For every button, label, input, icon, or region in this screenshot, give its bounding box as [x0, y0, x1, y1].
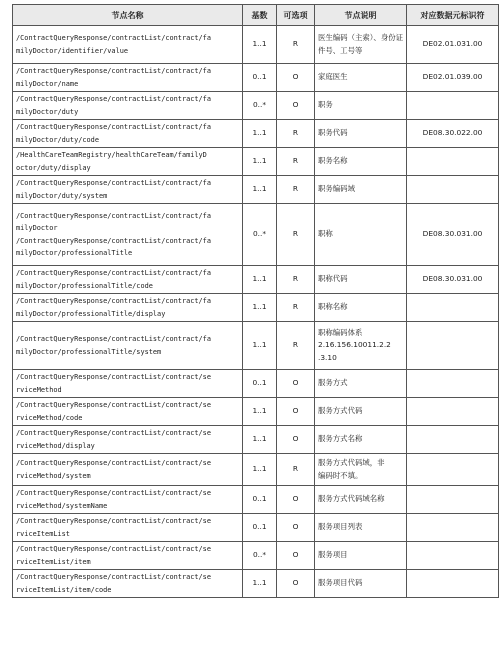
cell-node-path: /ContractQueryResponse/contractList/contract/se rviceMethod/system [13, 454, 243, 486]
cell-optionality: R [277, 26, 315, 64]
cell-data-element-id [407, 486, 499, 514]
header-description: 节点说明 [315, 5, 407, 26]
cell-node-path: /ContractQueryResponse/contractList/contract/fa milyDoctor/duty [13, 92, 243, 120]
cell-data-element-id [407, 514, 499, 542]
table-row [13, 454, 499, 486]
cell-description: 职务 [315, 92, 407, 120]
cell-node-path: /ContractQueryResponse/contractList/contract/fa milyDoctor/duty/code [13, 120, 243, 148]
cell-description: 职称名称 [315, 294, 407, 322]
cell-node-path: /ContractQueryResponse/contractList/contract/fa milyDoctor/professionalTitle/code [13, 266, 243, 294]
cell-data-element-id [407, 454, 499, 486]
table-row [13, 542, 499, 570]
cell-description: 服务项目列表 [315, 514, 407, 542]
table-row [13, 426, 499, 454]
cell-cardinality: 1..1 [243, 570, 277, 598]
cell-optionality: R [277, 120, 315, 148]
cell-node-path: /ContractQueryResponse/contractList/contract/se rviceItemList [13, 514, 243, 542]
cell-description: 服务方式代码域名称 [315, 486, 407, 514]
cell-cardinality: 0..* [243, 204, 277, 266]
table-body [13, 26, 499, 598]
cell-optionality: O [277, 570, 315, 598]
cell-description: 职称代码 [315, 266, 407, 294]
cell-optionality: O [277, 398, 315, 426]
cell-description: 服务项目 [315, 542, 407, 570]
cell-optionality: R [277, 454, 315, 486]
cell-data-element-id [407, 176, 499, 204]
cell-optionality: O [277, 370, 315, 398]
cell-optionality: R [277, 322, 315, 370]
table-row [13, 294, 499, 322]
cell-cardinality: 0..1 [243, 64, 277, 92]
cell-cardinality: 1..1 [243, 266, 277, 294]
table-row [13, 570, 499, 598]
table-header-row [13, 5, 499, 26]
cell-node-path: /ContractQueryResponse/contractList/contract/se rviceItemList/item [13, 542, 243, 570]
cell-cardinality: 1..1 [243, 426, 277, 454]
cell-cardinality: 1..1 [243, 398, 277, 426]
cell-node-path: /ContractQueryResponse/contractList/contract/se rviceMethod [13, 370, 243, 398]
cell-data-element-id [407, 148, 499, 176]
cell-data-element-id: DE02.01.039.00 [407, 64, 499, 92]
table-row [13, 26, 499, 64]
table-row [13, 92, 499, 120]
cell-node-path: /ContractQueryResponse/contractList/contract/fa milyDoctor/professionalTitle/display [13, 294, 243, 322]
table-row [13, 120, 499, 148]
cell-data-element-id [407, 294, 499, 322]
cell-optionality: O [277, 92, 315, 120]
cell-optionality: O [277, 426, 315, 454]
cell-node-path: /ContractQueryResponse/contractList/contract/se rviceMethod/systemName [13, 486, 243, 514]
cell-node-path: /ContractQueryResponse/contractList/contract/fa milyDoctor/identifier/value [13, 26, 243, 64]
cell-optionality: O [277, 514, 315, 542]
cell-data-element-id [407, 426, 499, 454]
cell-data-element-id: DE08.30.031.00 [407, 266, 499, 294]
cell-data-element-id [407, 398, 499, 426]
cell-optionality: R [277, 266, 315, 294]
cell-node-path: /HealthCareTeamRegistry/healthCareTeam/familyD octor/duty/display [13, 148, 243, 176]
table-row [13, 514, 499, 542]
cell-node-path: /ContractQueryResponse/contractList/contract/fa milyDoctor /ContractQueryResponse/contractList/contract/fa milyDoctor/professionalTitle [13, 204, 243, 266]
cell-optionality: R [277, 148, 315, 176]
header-cardinality: 基数 [243, 5, 277, 26]
cell-description: 服务方式代码域，非 编码时不填。 [315, 454, 407, 486]
cell-cardinality: 1..1 [243, 294, 277, 322]
cell-cardinality: 1..1 [243, 26, 277, 64]
cell-description: 家庭医生 [315, 64, 407, 92]
cell-optionality: O [277, 64, 315, 92]
cell-description: 医生编码（主索）、身份证件号、工号等 [315, 26, 407, 64]
cell-data-element-id [407, 542, 499, 570]
cell-optionality: R [277, 204, 315, 266]
cell-node-path: /ContractQueryResponse/contractList/contract/se rviceMethod/display [13, 426, 243, 454]
cell-description: 服务项目代码 [315, 570, 407, 598]
table-row [13, 176, 499, 204]
table-row [13, 486, 499, 514]
cell-cardinality: 1..1 [243, 148, 277, 176]
cell-description: 职务代码 [315, 120, 407, 148]
cell-data-element-id [407, 570, 499, 598]
header-optionality: 可选项 [277, 5, 315, 26]
cell-cardinality: 1..1 [243, 176, 277, 204]
cell-data-element-id: DE08.30.022.00 [407, 120, 499, 148]
cell-optionality: R [277, 294, 315, 322]
cell-cardinality: 0..1 [243, 514, 277, 542]
cell-data-element-id: DE02.01.031.00 [407, 26, 499, 64]
cell-data-element-id: DE08.30.031.00 [407, 204, 499, 266]
cell-cardinality: 1..1 [243, 454, 277, 486]
field-spec-table [12, 4, 499, 598]
cell-description: 服务方式名称 [315, 426, 407, 454]
cell-cardinality: 0..1 [243, 370, 277, 398]
cell-data-element-id [407, 370, 499, 398]
cell-node-path: /ContractQueryResponse/contractList/contract/fa milyDoctor/duty/system [13, 176, 243, 204]
cell-node-path: /ContractQueryResponse/contractList/contract/fa milyDoctor/professionalTitle/system [13, 322, 243, 370]
table-row [13, 322, 499, 370]
cell-optionality: R [277, 176, 315, 204]
cell-description: 职务名称 [315, 148, 407, 176]
cell-node-path: /ContractQueryResponse/contractList/contract/se rviceItemList/item/code [13, 570, 243, 598]
table-row [13, 204, 499, 266]
table-row [13, 370, 499, 398]
cell-cardinality: 1..1 [243, 322, 277, 370]
cell-cardinality: 0..* [243, 92, 277, 120]
cell-description: 职务编码域 [315, 176, 407, 204]
cell-description: 服务方式代码 [315, 398, 407, 426]
cell-description: 职称 [315, 204, 407, 266]
header-node-name: 节点名称 [13, 5, 243, 26]
cell-cardinality: 1..1 [243, 120, 277, 148]
table-row [13, 266, 499, 294]
cell-description: 服务方式 [315, 370, 407, 398]
cell-data-element-id [407, 322, 499, 370]
cell-optionality: O [277, 486, 315, 514]
table-row [13, 64, 499, 92]
cell-node-path: /ContractQueryResponse/contractList/contract/fa milyDoctor/name [13, 64, 243, 92]
cell-description: 职称编码体系 2.16.156.10011.2.2 .3.10 [315, 322, 407, 370]
header-data-element-id: 对应数据元标识符 [407, 5, 499, 26]
cell-cardinality: 0..* [243, 542, 277, 570]
cell-node-path: /ContractQueryResponse/contractList/contract/se rviceMethod/code [13, 398, 243, 426]
cell-optionality: O [277, 542, 315, 570]
cell-cardinality: 0..1 [243, 486, 277, 514]
table-row [13, 398, 499, 426]
table-row [13, 148, 499, 176]
cell-data-element-id [407, 92, 499, 120]
